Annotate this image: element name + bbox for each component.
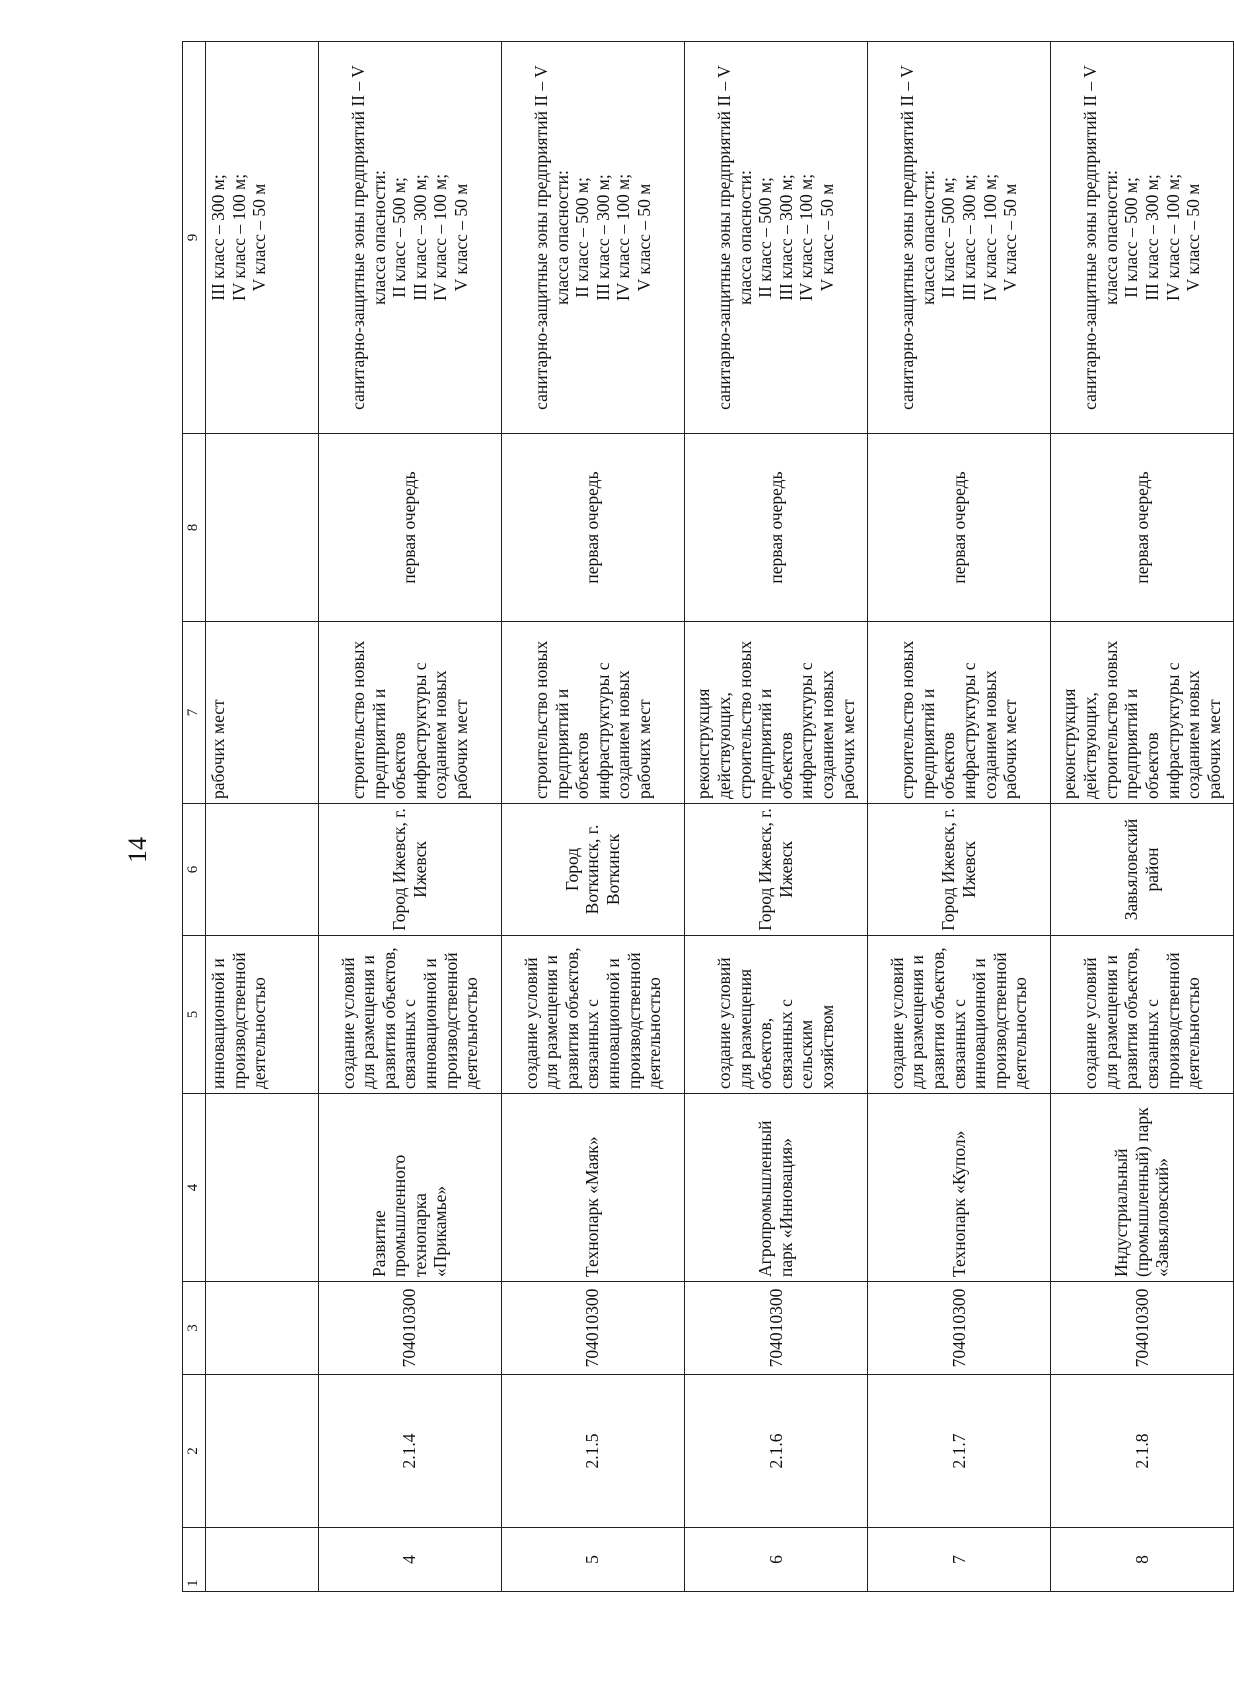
location-cell: Город Ижевск, г. Ижевск	[684, 804, 867, 936]
table-cell	[206, 1094, 319, 1282]
zone-line: санитарно-защитные зоны предприятий II – V класса опасности:	[1080, 65, 1121, 410]
object-name: Технопарк «Купол»	[867, 1094, 1050, 1282]
stage-cell: первая очередь	[318, 434, 501, 622]
purpose-cell: инновационной и производственной деятельностью	[206, 936, 319, 1094]
zone-line: III класс – 300 м;	[208, 174, 229, 301]
zone-cell	[206, 42, 319, 434]
zone-line: III класс – 300 м;	[409, 174, 430, 301]
column-number: 5	[183, 936, 206, 1094]
zone-line: II класс – 500 м;	[938, 177, 959, 298]
zone-line: III класс – 300 м;	[958, 174, 979, 301]
row-code: 2.1.5	[501, 1375, 684, 1528]
zone-line: II класс – 500 м;	[1121, 177, 1142, 298]
continuation-row	[206, 42, 319, 1592]
works-cell: строительство новых предприятий и объектов инфраструктуры с созданием новых рабочих мест	[501, 622, 684, 804]
zone-line: II класс – 500 м;	[572, 177, 593, 298]
works-cell: реконструкция действующих, строительство новых предприятий и объектов инфраструктуры с созданием новых рабочих мест	[1050, 622, 1233, 804]
zone-line: II класс – 500 м;	[755, 177, 776, 298]
table-row	[1050, 42, 1233, 1592]
zone-line: V класс – 50 м	[1183, 183, 1204, 292]
column-number: 7	[183, 622, 206, 804]
works-cell: строительство новых предприятий и объектов инфраструктуры с созданием новых рабочих мест	[318, 622, 501, 804]
zone-line: III класс – 300 м;	[775, 174, 796, 301]
location-cell: Завьяловский район	[1050, 804, 1233, 936]
oktmo-code: 704010300	[1050, 1282, 1233, 1375]
zone-line: V класс – 50 м	[1000, 183, 1021, 292]
location-cell: Город Воткинск, г. Воткинск	[501, 804, 684, 936]
zone-line: санитарно-защитные зоны предприятий II – V класса опасности:	[713, 65, 755, 410]
purpose-cell: создание условий для размещения и развития объектов, связанных с инновационной и производственной деятельностью	[318, 936, 501, 1094]
table-cell	[206, 1282, 319, 1375]
purpose-cell: создание условий для размещения объектов, связанных с сельским хозяйством	[684, 936, 867, 1094]
table-cell	[206, 434, 319, 622]
zone-cell	[867, 42, 1050, 434]
stage-cell: первая очередь	[867, 434, 1050, 622]
oktmo-code: 704010300	[318, 1282, 501, 1375]
zone-line: V класс – 50 м	[634, 183, 655, 292]
purpose-cell: создание условий для размещения и развития объектов, связанных с производственной деятельностью	[1050, 936, 1233, 1094]
zone-line: IV класс – 100 м;	[430, 173, 451, 302]
column-number: 2	[183, 1375, 206, 1528]
page-number: 14	[123, 837, 152, 863]
table-cell	[206, 1528, 319, 1592]
object-name: Развитие промышленного технопарка «Прикамье»	[318, 1094, 501, 1282]
zone-line: санитарно-защитные зоны предприятий II – V класса опасности:	[347, 65, 389, 410]
row-code: 2.1.6	[684, 1375, 867, 1528]
column-number: 9	[183, 42, 206, 434]
table-cell	[206, 804, 319, 936]
objects-table	[182, 41, 1234, 1592]
table-row	[867, 42, 1050, 1592]
stage-cell: первая очередь	[501, 434, 684, 622]
row-code: 2.1.4	[318, 1375, 501, 1528]
zone-cell	[501, 42, 684, 434]
zone-line: III класс – 300 м;	[1141, 174, 1162, 301]
zone-line: IV класс – 100 м;	[613, 173, 634, 302]
zone-line: IV класс – 100 м;	[1162, 173, 1183, 302]
stage-cell: первая очередь	[684, 434, 867, 622]
zone-line: V класс – 50 м	[249, 183, 270, 292]
table-cell	[206, 1375, 319, 1528]
object-name: Индустриальный (промышленный) парк «Завьяловский»	[1050, 1094, 1233, 1282]
works-cell: реконструкция действующих, строительство новых предприятий и объектов инфраструктуры с созданием новых рабочих мест	[684, 622, 867, 804]
oktmo-code: 704010300	[867, 1282, 1050, 1375]
zone-cell	[318, 42, 501, 434]
oktmo-code: 704010300	[684, 1282, 867, 1375]
zone-line: санитарно-защитные зоны предприятий II – V класса опасности:	[896, 65, 938, 410]
zone-line: V класс – 50 м	[817, 183, 838, 292]
column-number: 8	[183, 434, 206, 622]
table-row	[318, 42, 501, 1592]
location-cell: Город Ижевск, г. Ижевск	[318, 804, 501, 936]
row-code: 2.1.7	[867, 1375, 1050, 1528]
zone-line: II класс – 500 м;	[389, 177, 410, 298]
works-cell: строительство новых предприятий и объектов инфраструктуры с созданием новых рабочих мест	[867, 622, 1050, 804]
column-number: 1	[183, 1528, 206, 1592]
purpose-cell: создание условий для размещения и развития объектов, связанных с инновационной и производственной деятельностью	[501, 936, 684, 1094]
row-number: 4	[318, 1528, 501, 1592]
stage-cell: первая очередь	[1050, 434, 1233, 622]
table-row	[684, 42, 867, 1592]
zone-line: санитарно-защитные зоны предприятий II – V класса опасности:	[530, 65, 572, 410]
location-cell: Город Ижевск, г. Ижевск	[867, 804, 1050, 936]
rotated-table-wrapper	[182, 42, 1234, 1592]
oktmo-code: 704010300	[501, 1282, 684, 1375]
zone-cell	[684, 42, 867, 434]
column-number: 4	[183, 1094, 206, 1282]
object-name: Технопарк «Маяк»	[501, 1094, 684, 1282]
zone-line: IV класс – 100 м;	[796, 173, 817, 302]
zone-line: III класс – 300 м;	[592, 174, 613, 301]
row-number: 7	[867, 1528, 1050, 1592]
row-number: 5	[501, 1528, 684, 1592]
object-name: Агропромышленный парк «Инновация»	[684, 1094, 867, 1282]
zone-line: V класс – 50 м	[451, 183, 472, 292]
column-number: 6	[183, 804, 206, 936]
column-number: 3	[183, 1282, 206, 1375]
row-number: 8	[1050, 1528, 1233, 1592]
column-number-row	[183, 42, 206, 1592]
zone-cell	[1050, 42, 1233, 434]
zone-line: IV класс – 100 м;	[228, 173, 249, 302]
purpose-cell: создание условий для размещения и развития объектов, связанных с инновационной и производственной деятельностью	[867, 936, 1050, 1094]
works-cell: рабочих мест	[206, 622, 319, 804]
row-code: 2.1.8	[1050, 1375, 1233, 1528]
row-number: 6	[684, 1528, 867, 1592]
table-row	[501, 42, 684, 1592]
zone-line: IV класс – 100 м;	[979, 173, 1000, 302]
